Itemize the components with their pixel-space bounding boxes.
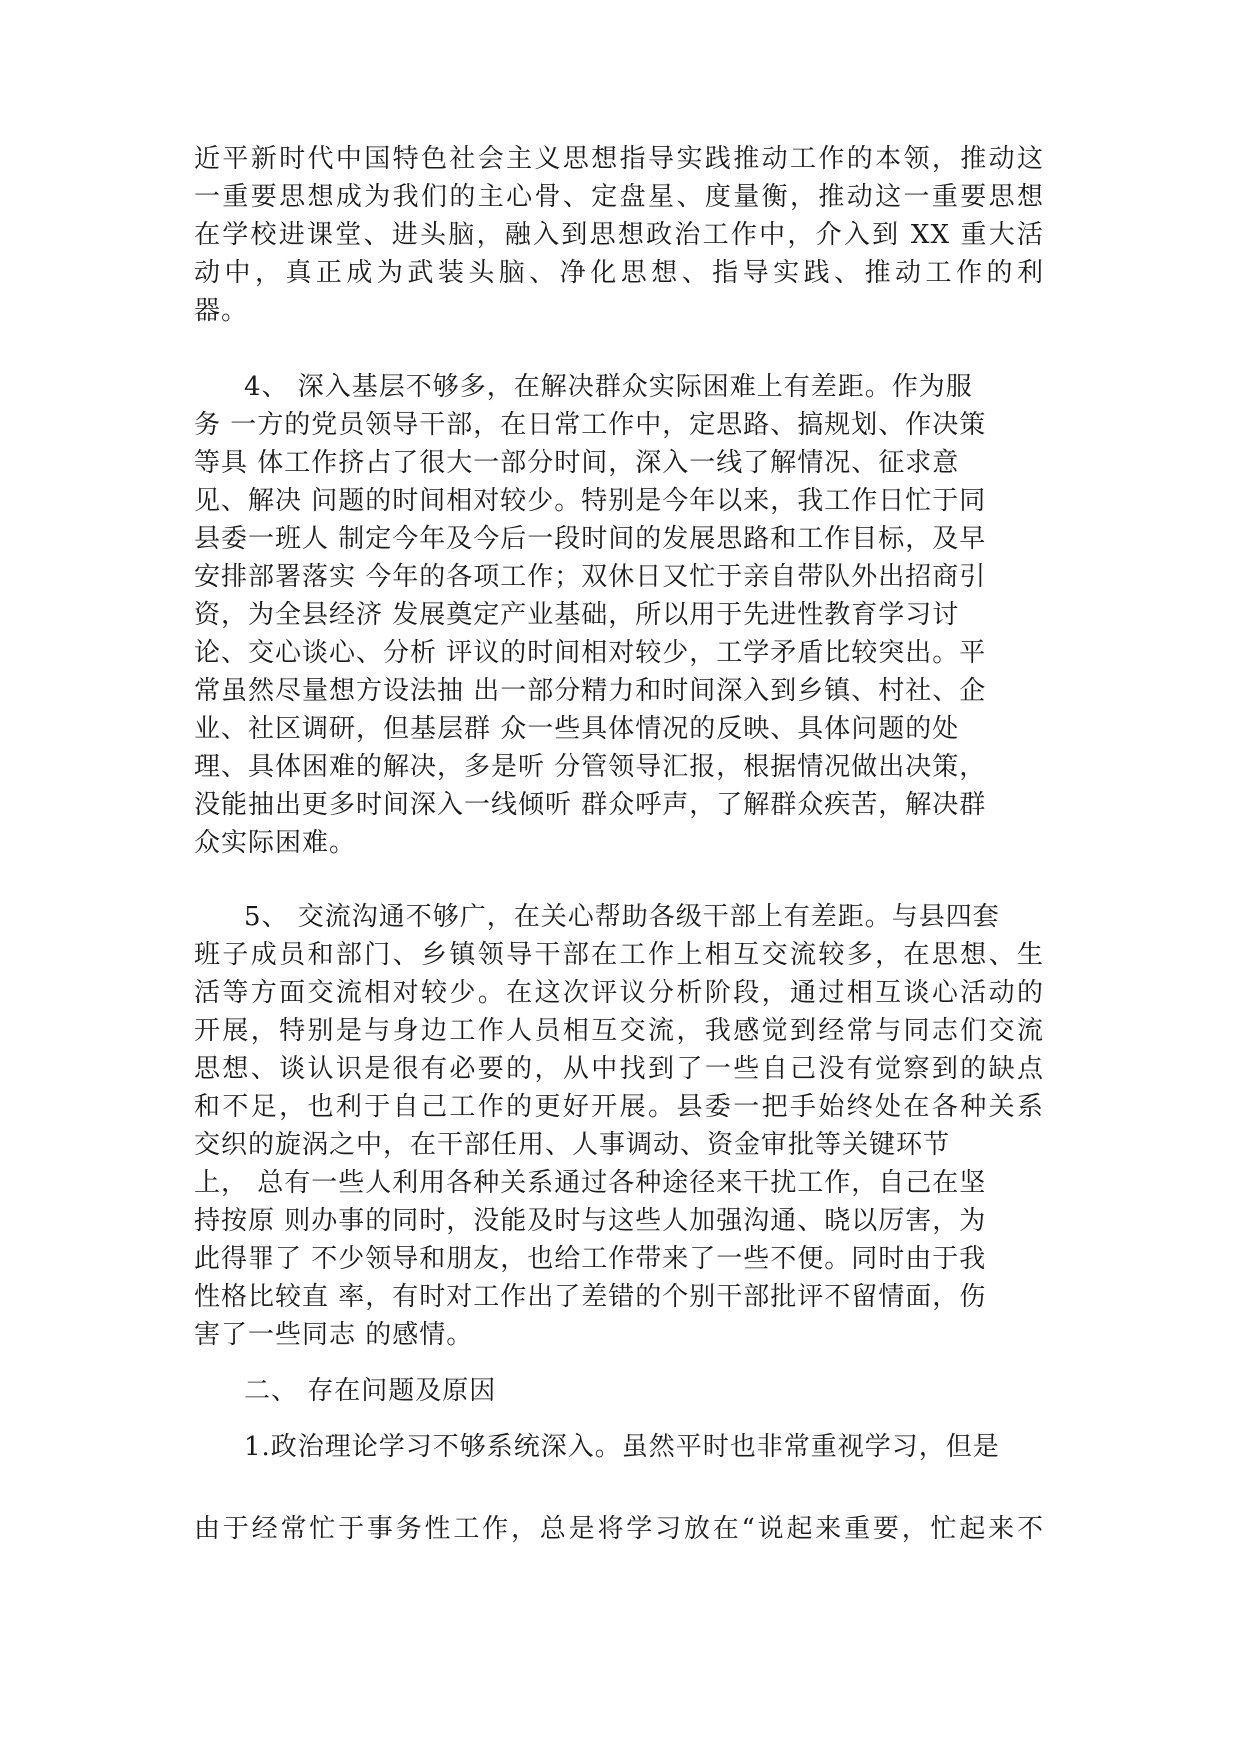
- text-line: 和不足，也利于自己工作的更好开展。县委一把手始终处在各种关系: [194, 1092, 1044, 1122]
- text-line: 等具 体工作挤占了很大一部分时间，深入一线了解情况、征求意: [194, 448, 960, 478]
- text-line: 开展，特别是与身边工作人员相互交流，我感觉到经常与同志们交流: [194, 1016, 1044, 1046]
- paragraph-5-first-line: 5、 交流沟通不够广，在关心帮助各级干部上有差距。与县四套: [244, 902, 1000, 932]
- text-line: 持按原 则办事的同时，没能及时与这些人加强沟通、晓以厉害，为: [194, 1206, 987, 1236]
- text-line: 见、解决 问题的时间相对较少。特别是今年以来，我工作日忙于同: [194, 486, 987, 516]
- text-line: 一重要思想成为我们的主心骨、定盘星、度量衡，推动这一重要思想: [194, 182, 1044, 212]
- paragraph-4-first-line: 4、 深入基层不够多，在解决群众实际困难上有差距。作为服: [244, 372, 973, 402]
- text-line: 理、具体困难的解决，多是听 分管领导汇报，根据情况做出决策，: [194, 752, 987, 782]
- text-line: 常虽然尽量想方设法抽 出一部分精力和时间深入到乡镇、村社、企: [194, 676, 987, 706]
- text-line: 害了一些同志 的感情。: [194, 1320, 474, 1350]
- text-line: 思想、谈认识是很有必要的，从中找到了一些自己没有觉察到的缺点: [194, 1054, 1044, 1084]
- text-line: 务 一方的党员领导干部，在日常工作中，定思路、搞规划、作决策: [194, 410, 987, 440]
- text-line: 交织的旋涡之中，在干部任用、人事调动、资金审批等关键环节: [194, 1130, 951, 1160]
- text-line: 论、交心谈心、分析 评议的时间相对较少，工学矛盾比较突出。平: [194, 638, 987, 668]
- text-line: 活等方面交流相对较少。在这次评议分析阶段，通过相互谈心活动的: [194, 978, 1044, 1008]
- text-line: 性格比较直 率，有时对工作出了差错的个别干部批评不留情面，伤: [194, 1282, 987, 1312]
- paragraph-1-first-line: 1.政治理论学习不够系统深入。虽然平时也非常重视学习，但是: [244, 1432, 1000, 1462]
- text-line: 在学校进课堂、进头脑，融入到思想政治工作中，介入到 XX 重大活: [194, 220, 1044, 250]
- text-line: 上， 总有一些人利用各种关系通过各种途径来干扰工作，自己在坚: [194, 1168, 987, 1198]
- text-line: 动中，真正成为武装头脑、净化思想、指导实践、推动工作的利: [194, 258, 1044, 288]
- text-line: 业、社区调研，但基层群 众一些具体情况的反映、具体问题的处: [194, 714, 960, 744]
- text-line: 器。: [194, 296, 249, 326]
- section-heading: 二、 存在问题及原因: [244, 1376, 497, 1406]
- text-line: 县委一班人 制定今年及今后一段时间的发展思路和工作目标，及早: [194, 524, 987, 554]
- text-line: 安排部署落实 今年的各项工作；双休日又忙于亲自带队外出招商引: [194, 562, 987, 592]
- text-line: 没能抽出更多时间深入一线倾听 群众呼声，了解群众疾苦，解决群: [194, 790, 987, 820]
- text-line: 此得罪了 不少领导和朋友，也给工作带来了一些不便。同时由于我: [194, 1244, 987, 1274]
- text-line: 由于经常忙于事务性工作，总是将学习放在“说起来重要，忙起来不: [194, 1514, 1044, 1544]
- text-line: 近平新时代中国特色社会主义思想指导实践推动工作的本领，推动这: [194, 144, 1044, 174]
- text-line: 班子成员和部门、乡镇领导干部在工作上相互交流较多，在思想、生: [194, 940, 1044, 970]
- text-line: 众实际困难。: [194, 828, 357, 858]
- text-line: 资，为全县经济 发展奠定产业基础，所以用于先进性教育学习讨: [194, 600, 960, 630]
